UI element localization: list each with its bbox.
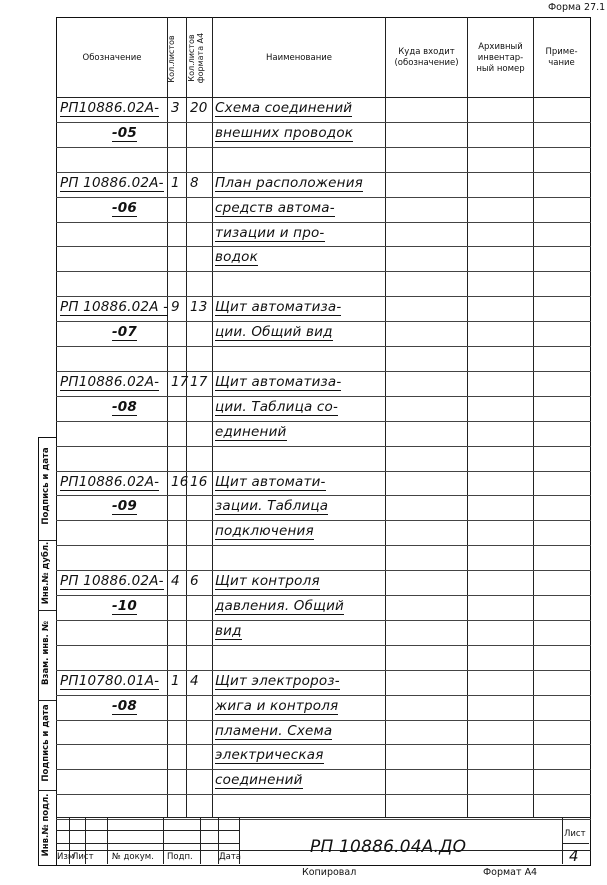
row-designation: -05	[112, 124, 137, 141]
row-name: тизации и про-	[215, 224, 325, 241]
stamp-sign: Подп.	[167, 852, 193, 862]
row-name: зации. Таблица	[215, 498, 329, 515]
header-designation: Обозначение	[82, 52, 142, 63]
row-name: Щит контроля	[215, 573, 320, 590]
row-designation: РП 10886.02А -	[60, 299, 169, 316]
row-name: жига и контроля	[215, 697, 339, 714]
footer-format: Формат А4	[483, 867, 538, 878]
row-sheets-count: 16	[171, 473, 189, 490]
row-name: подключения	[215, 523, 314, 540]
row-name: соединений	[215, 772, 303, 789]
row-sheets-count: 3	[171, 100, 180, 116]
row-designation: РП10886.02А-	[60, 373, 160, 390]
header-note: Приме- чание	[545, 47, 578, 68]
row-name: вид	[215, 622, 242, 639]
row-sheets-count: 4	[171, 573, 180, 590]
row-sheets-format: 17	[190, 373, 208, 390]
row-designation: -08	[112, 697, 137, 714]
row-sheets-format: 4	[190, 672, 199, 689]
stamp-izm: Изм	[57, 852, 75, 862]
row-name: внешних проводок	[215, 124, 354, 141]
row-designation: РП 10886.02А-	[60, 174, 164, 191]
document-code: РП 10886.04А.ДО	[310, 837, 467, 857]
row-designation: -10	[112, 598, 137, 614]
header-archive-no: Архивный инвентар- ный номер	[476, 41, 525, 74]
row-sheets-count: 9	[171, 299, 180, 316]
row-sheets-count: 17	[171, 373, 189, 390]
row-designation: РП10886.02А-	[60, 100, 160, 116]
stamp-list: Лист	[72, 852, 94, 862]
row-designation: -07	[112, 324, 137, 341]
row-designation: РП10780.01А-	[60, 672, 160, 689]
header-name: Наименование	[265, 52, 333, 63]
row-sheets-count: 1	[171, 672, 180, 689]
row-name: давления. Общий	[215, 598, 345, 614]
header-sheets-count: Кол.листов	[167, 35, 176, 83]
row-name: Схема соединений	[215, 100, 353, 116]
row-sheets-format: 16	[190, 473, 208, 490]
row-name: единений	[215, 423, 287, 440]
row-name: Щит электророз-	[215, 672, 340, 689]
row-designation: -09	[112, 498, 137, 515]
row-name: пламени. Схема	[215, 722, 333, 739]
row-designation: -08	[112, 398, 137, 415]
stamp-sheet-no: 4	[569, 847, 579, 865]
row-name: Щит автоматиза-	[215, 299, 342, 316]
row-name: ции. Общий вид	[215, 324, 333, 341]
row-name: План расположения	[215, 174, 363, 191]
row-name: средств автома-	[215, 199, 335, 216]
header-sheets-format: Кол.листов формата А4	[187, 32, 205, 84]
form-label: Форма 27.1	[548, 2, 606, 13]
row-sheets-format: 6	[190, 573, 199, 590]
replace-inv-label: Взам. инв. №	[41, 621, 51, 685]
row-sheets-count: 1	[171, 174, 180, 191]
row-name: ции. Таблица со-	[215, 398, 339, 415]
row-sheets-format: 8	[190, 174, 199, 191]
sign-date-label-2: Подпись и дата	[41, 704, 51, 782]
row-sheets-format: 20	[190, 100, 208, 116]
row-name: водок	[215, 249, 258, 266]
row-designation: -06	[112, 199, 137, 216]
footer-copied: Копировал	[302, 867, 357, 878]
row-name: Щит автомати-	[215, 473, 326, 490]
row-designation: РП10886.02А-	[60, 473, 160, 490]
inv-dub-label: Инв.№ дубл.	[41, 541, 51, 605]
sign-date-label: Подпись и дата	[41, 447, 51, 525]
stamp-date: Дата	[219, 852, 242, 862]
row-designation: РП 10886.02А-	[60, 573, 164, 590]
stamp-doc-no: № докум.	[112, 852, 154, 862]
inv-orig-label: Инв.№ подл.	[41, 793, 51, 857]
row-name: электрическая	[215, 747, 324, 764]
row-sheets-format: 13	[190, 299, 208, 316]
header-where-used: Куда входит (обозначение)	[394, 47, 459, 68]
stamp-sheet-label: Лист	[564, 829, 586, 839]
row-name: Щит автоматиза-	[215, 373, 342, 390]
